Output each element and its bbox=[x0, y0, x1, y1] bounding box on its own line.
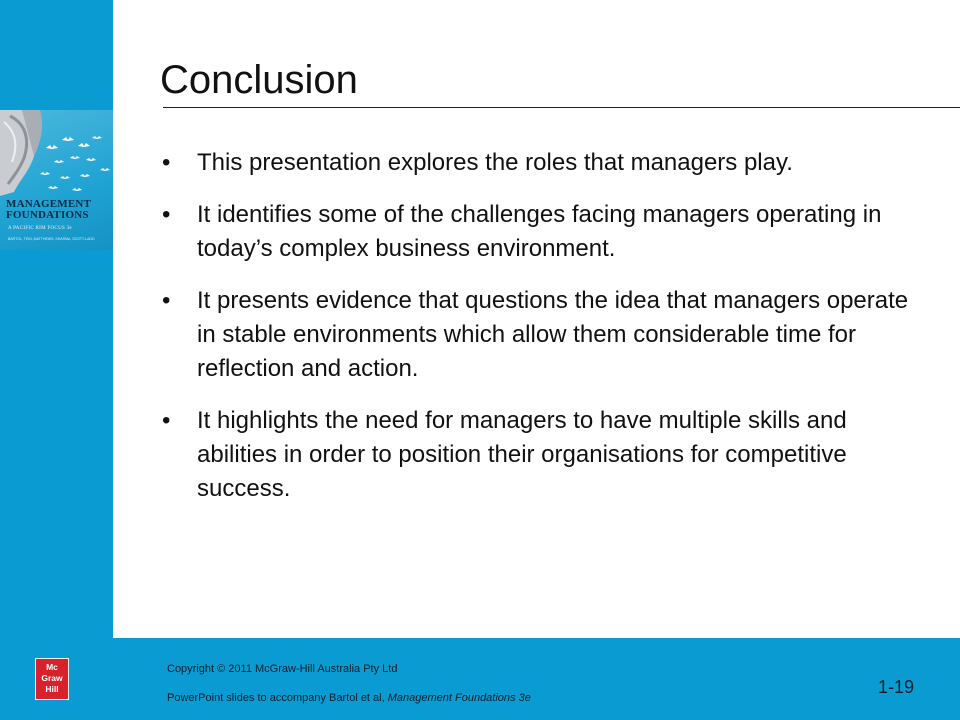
title-divider bbox=[163, 107, 960, 108]
logo-line2: Graw bbox=[41, 673, 63, 683]
footer-attribution-prefix: PowerPoint slides to accompany Bartol et al, bbox=[167, 692, 388, 704]
bullet-icon: • bbox=[162, 287, 171, 314]
bullet-item bbox=[160, 146, 920, 180]
bullet-item bbox=[160, 404, 920, 506]
book-authors: BARTOL, TEIN, MATTHEWS, SHARMA, SCOTT-LADD bbox=[8, 237, 95, 241]
bullet-item bbox=[160, 284, 920, 386]
bullet-icon: • bbox=[162, 407, 171, 434]
book-subtitle: A PACIFIC RIM FOCUS 3e bbox=[8, 226, 72, 231]
bullet-text: It presents evidence that questions the idea that managers operate in stable environments which allow them considerable time for reflection and action. bbox=[197, 287, 909, 382]
slide-title: Conclusion bbox=[160, 58, 358, 102]
bullet-icon: • bbox=[162, 149, 171, 176]
logo-text bbox=[36, 662, 68, 695]
book-title-line1: MANAGEMENT bbox=[6, 198, 92, 210]
bullet-text: It identifies some of the challenges facing managers operating in today’s complex business environment. bbox=[197, 201, 882, 262]
bullet-icon: • bbox=[162, 201, 171, 228]
footer-book-title: Management Foundations 3e bbox=[387, 692, 531, 704]
book-title-line2: FOUNDATIONS bbox=[6, 209, 89, 221]
bullet-text: This presentation explores the roles that managers play. bbox=[197, 149, 793, 176]
logo-line1: Mc bbox=[46, 662, 58, 672]
mcgraw-hill-logo bbox=[35, 658, 69, 700]
footer-attribution bbox=[167, 692, 531, 704]
slide-number: 1-19 bbox=[878, 677, 915, 697]
bullet-text: It highlights the need for managers to have multiple skills and abilities in order to position their organisations for competitive success. bbox=[197, 407, 847, 502]
footer-copyright: Copyright © 2011 McGraw-Hill Australia Pty Ltd bbox=[167, 663, 398, 675]
bullet-item bbox=[160, 198, 920, 266]
book-cover-image bbox=[0, 110, 113, 250]
logo-line3: Hill bbox=[45, 684, 59, 694]
bullet-list bbox=[160, 146, 920, 524]
book-title bbox=[6, 199, 110, 221]
